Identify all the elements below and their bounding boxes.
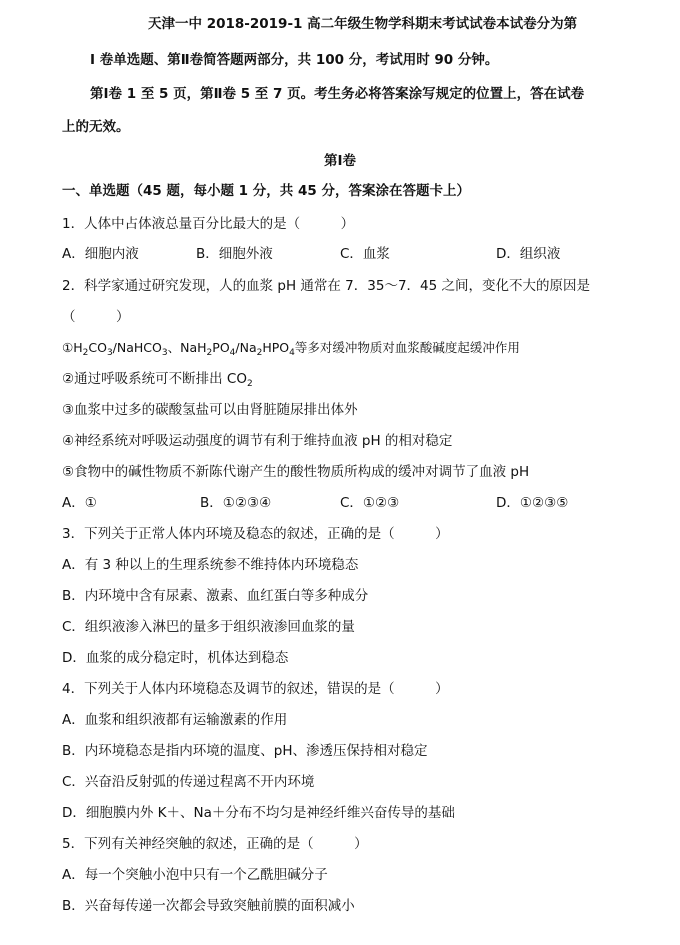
question-2-option-c: C．①②③ (340, 495, 400, 511)
question-5-option-a: A．每一个突触小泡中只有一个乙酰胆碱分子 (62, 867, 328, 883)
question-2-item-2 (62, 370, 253, 388)
question-1-option-a: A．细胞内液 (62, 246, 139, 262)
question-3-option-d: D．血浆的成分稳定时，机体达到稳态 (62, 650, 289, 666)
formula-subscript: 2 (246, 379, 253, 389)
question-4-option-d: D．细胞膜内外 K＋、Na＋分布不均匀是神经纤维兴奋传导的基础 (62, 805, 455, 821)
formula-subscript: 3 (161, 348, 168, 358)
question-2-option-d: D．①②③⑤ (496, 495, 569, 511)
question-3-stem: 3．下列关于正常人体内环境及稳态的叙述，正确的是（ ） (62, 526, 449, 542)
formula-part: PO (212, 340, 230, 355)
exam-notice-line-1: 第Ⅰ卷 1 至 5 页，第Ⅱ卷 5 至 7 页。考生务必将答案涂写规定的位置上，答在试卷 (90, 86, 585, 102)
section-title: 第Ⅰ卷 (323, 153, 357, 169)
part-heading: 一、单选题（45 题，每小题 1 分，共 45 分，答案涂在答题卡上） (62, 183, 470, 199)
formula-part: /Na (235, 340, 257, 355)
formula-part: H (73, 340, 83, 355)
question-2-item-3: ③血浆中过多的碳酸氢盐可以由肾脏随尿排出体外 (62, 402, 358, 418)
question-1-stem: 1．人体中占体液总量百分比最大的是（ ） (62, 216, 355, 232)
formula-subscript: 4 (229, 348, 236, 358)
exam-intro-line: Ⅰ 卷单选题、第Ⅱ卷简答题两部分，共 100 分，考试用时 90 分钟。 (90, 52, 499, 68)
formula-part: NaH (180, 340, 207, 355)
question-2-stem-line-1: 2．科学家通过研究发现，人的血浆 pH 通常在 7．35～7．45 之间，变化不大的原因是 (62, 278, 591, 294)
question-1-option-c: C．血浆 (340, 246, 390, 262)
question-3-option-a: A．有 3 种以上的生理系统参不维持体内环境稳态 (62, 557, 359, 573)
formula-subscript: 2 (256, 348, 263, 358)
question-4-option-b: B．内环境稳态是指内环境的温度、pH、渗透压保持相对稳定 (62, 743, 428, 759)
question-2-stem-line-2: （ ） (62, 309, 130, 325)
formula-subscript: 4 (289, 348, 295, 358)
question-3-option-b: B．内环境中含有尿素、激素、血红蛋白等多种成分 (62, 588, 369, 604)
question-4-option-a: A．血浆和组织液都有运输激素的作用 (62, 712, 288, 728)
question-2-item-1 (62, 339, 520, 357)
question-2-item-5: ⑤食物中的碱性物质不新陈代谢产生的酸性物质所构成的缓冲对调节了血液 pH (62, 464, 530, 480)
formula-part: HPO (262, 340, 290, 355)
formula-subscript: 2 (82, 348, 89, 358)
question-1-option-d: D．组织液 (496, 246, 561, 262)
item-text: ②通过呼吸系统可不断排出 CO (62, 371, 247, 387)
question-1-option-b: B．细胞外液 (196, 246, 273, 262)
question-5-option-b: B．兴奋每传递一次都会导致突触前膜的面积减小 (62, 898, 355, 914)
question-4-option-c: C．兴奋沿反射弧的传递过程离不开内环境 (62, 774, 315, 790)
exam-title-line: 天津一中 2018-2019-1 高二年级生物学科期末考试试卷本试卷分为第 (148, 16, 578, 32)
question-2-item-4: ④神经系统对呼吸运动强度的调节有利于维持血液 pH 的相对稳定 (62, 433, 453, 449)
question-2-option-a: A．① (62, 495, 97, 511)
question-4-stem: 4．下列关于人体内环境稳态及调节的叙述，错误的是（ ） (62, 681, 449, 697)
formula-subscript: 3 (106, 348, 113, 358)
formula-part: /NaHCO (112, 340, 162, 355)
exam-notice-line-2: 上的无效。 (62, 119, 130, 135)
formula-part: CO (88, 340, 107, 355)
item-mark: ① (62, 340, 74, 355)
question-2-option-b: B．①②③④ (200, 495, 272, 511)
question-5-stem: 5．下列有关神经突触的叙述，正确的是（ ） (62, 836, 368, 852)
item-text: 等多对缓冲物质对血浆酸碱度起缓冲作用 (294, 340, 520, 355)
separator: 、 (167, 340, 181, 355)
formula-subscript: 2 (206, 348, 213, 358)
question-3-option-c: C．组织液渗入淋巴的量多于组织液渗回血浆的量 (62, 619, 355, 635)
